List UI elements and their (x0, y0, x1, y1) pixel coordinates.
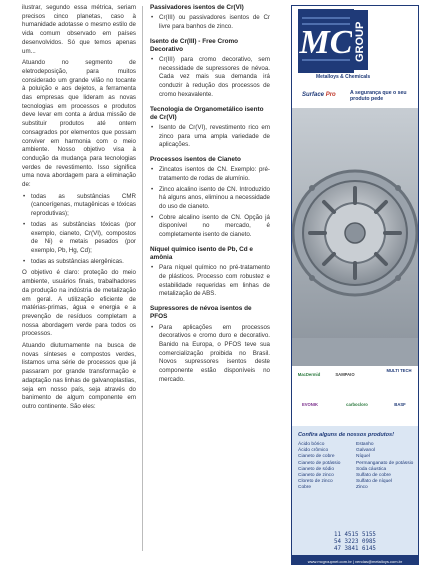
paragraph-1: ilustrar, segundo essa métrica, seriam precisos cinco planetas, caso à humanidade adotasse o mesmo estilo de vida comum observado em países desenvolvidos. Só que temos apenas um... (22, 4, 136, 55)
list-item: • Cr(III) para cromo decorativo, sem necessidade de supressores de névoa. Cada vez mais sua demanda irá conduzir à redução dos processos de cromo hexavalente. (150, 56, 270, 100)
product-item: Permanganato de potássio (356, 460, 414, 466)
product-item: Cianeto de sódio (298, 466, 335, 472)
section-list (150, 264, 270, 299)
section-list (150, 166, 270, 240)
article-column-2 (150, 4, 270, 387)
product-item: Zinco (356, 485, 368, 491)
section-heading: Isento de Cr(III) - Free Cromo Decorativo (150, 37, 239, 53)
product-item: Cobre (298, 485, 312, 491)
section-heading: Tecnologia de Organometálico isento de Cr(VI) (150, 105, 264, 121)
product-list (298, 442, 414, 492)
phone-number: 11 4515 5155 (334, 532, 376, 538)
section-list (150, 14, 270, 31)
vault-door-image (292, 108, 418, 366)
ad-header (292, 6, 418, 86)
list-item: • todas as substâncias CMR (cancerígenas, mutagênicas e tóxicas reprodutivas); (22, 193, 136, 219)
paragraph-3: O objetivo é claro: proteção do meio ambiente, usuários finais, trabalhadores da produção na indústria de metalização em geral. A utilização eficiente de matérias-primas, água e energia e a prevenção de resíduos completam a nossa abordagem verde para todos os processos. (22, 269, 136, 338)
ad-tagline: A segurança que o seu produto pede (350, 90, 407, 103)
section-heading: Níquel químico isento de Pb, Cd e amônia (150, 245, 253, 262)
website-link[interactable]: www.mcgroupnet.com.br | vendas@metalloys.com.br (292, 555, 418, 565)
advertisement[interactable] (291, 5, 419, 565)
paragraph-2: Atuando no segmento de eletrodeposição, para muitos considerado um grande vilão no tocante à poluição e aos dejetos, a ferramenta das empresas que lideram as novas tecnologias em processos e produtos deve levar em conta a árdua missão de substituir produtos até ontem consagrados por elementos que possam conviver em harmonia com o meio ambiente. Nosso objetivo visa à condução da mudança para tecnologias verdes de revestimento. Isso significa uma nova abordagem para a eliminação de: (22, 59, 136, 189)
product-item: Cianeto de potássio (298, 460, 341, 466)
brand-subtitle: Metalloys & Chemicals (316, 74, 371, 80)
phone-number: 54 3223 0985 (334, 539, 376, 546)
product-panel (292, 426, 418, 565)
list-item: • Para aplicações em processos decorativos e cromo duro e decorativo. Banido na Europa, o PFOS teve sua comercialização proibida no Brasil. Novos supressores isentos deste componente estão disponíveis no mercado. (150, 324, 270, 385)
product-item: Estanho (356, 442, 374, 447)
column-divider (142, 6, 143, 551)
list-item: • Zincatos isentos de CN. Exemplo: pré-tratamento de rodas de alumínio. (150, 166, 270, 183)
section-heading: Processos isentos de Cianeto (150, 156, 241, 164)
product-item: Ácido crômico (298, 448, 329, 454)
basf-logo: BASF (394, 402, 406, 407)
elimination-list (22, 193, 136, 267)
list-item: • Cr(III) ou passivadores isentos de Cr livre para banhos de zinco. (150, 14, 270, 31)
section-list (150, 324, 270, 385)
phone-number: 47 3841 6145 (334, 546, 376, 553)
list-item: • Para níquel químico no pré-tratamento de plásticos. Processo com robustez e estabilidade requeridas em linhas de metalização de ABS. (150, 264, 270, 299)
list-item: • Isento de Cr(VI), revestimento rico em zinco para uma ampla variedade de aplicações. (150, 124, 270, 150)
sampaio-logo: SAMPAIO (335, 372, 355, 377)
product-item: Cloreto de zinco (298, 479, 333, 485)
vault-illustration (292, 108, 418, 366)
multi-tech-logo: MULTI TECH (386, 368, 412, 373)
section-list (150, 124, 270, 150)
section-list (150, 56, 270, 100)
section-heading: Passivadores isentos de Cr(VI) (150, 4, 244, 11)
list-item: • todas as substâncias alergênicas. (22, 258, 136, 267)
product-item: Soda cáustica (356, 466, 387, 472)
paragraph-4: Atuando diuturnamente na busca de novas sínteses e compostos verdes, listamos uma série de processos que já passaram por grande transformação e adaptação nas linhas de galvanoplastias, seja em nosso país, seja através do banimento de algum componente em outro continente. São eles: (22, 342, 136, 410)
surface-pro-banner (292, 86, 418, 108)
list-item: • todas as substâncias tóxicas (por exemplo, cianeto, Cr(VI), compostos de Ni) e metais pesados (por exemplo, Pb, Hg, Cd); (22, 221, 136, 256)
svg-text:MC: MC (299, 24, 353, 61)
product-item: Sulfato de níquel (356, 479, 393, 485)
svg-text:GROUP: GROUP (354, 21, 366, 62)
product-item: Cianeto de cobre (298, 454, 335, 460)
product-item: Galvanol (356, 448, 375, 454)
products-heading: Confira alguns de nossos produtos! (298, 432, 395, 438)
group-wordmark (352, 10, 368, 70)
mc-group-logo (298, 9, 354, 73)
macdermid-logo: MacDermid (297, 372, 321, 377)
article-column-1 (22, 4, 136, 415)
section-heading: Supressores de névoa isentos de PFOS (150, 305, 252, 321)
product-item: Ácido bórico (298, 442, 325, 447)
evonik-logo: EVONIK (301, 402, 319, 407)
list-item: • Zinco alcalino isento de CN. Introduzido há alguns anos, eliminou a necessidade do uso de cianeto. (150, 186, 270, 212)
product-item: Níquel (356, 454, 370, 460)
phone-numbers (292, 532, 418, 554)
product-item: Cianeto de zinco (298, 473, 334, 479)
surface-pro-logo: Surface Pro (302, 92, 336, 98)
partner-logos (292, 366, 418, 426)
carbocloro-logo: carbocloro (346, 402, 368, 407)
product-item: Sulfato de cobre (356, 473, 391, 479)
list-item: • Cobre alcalino isento de CN. Opção já disponível no mercado, é completamente isento de cianeto. (150, 214, 270, 240)
